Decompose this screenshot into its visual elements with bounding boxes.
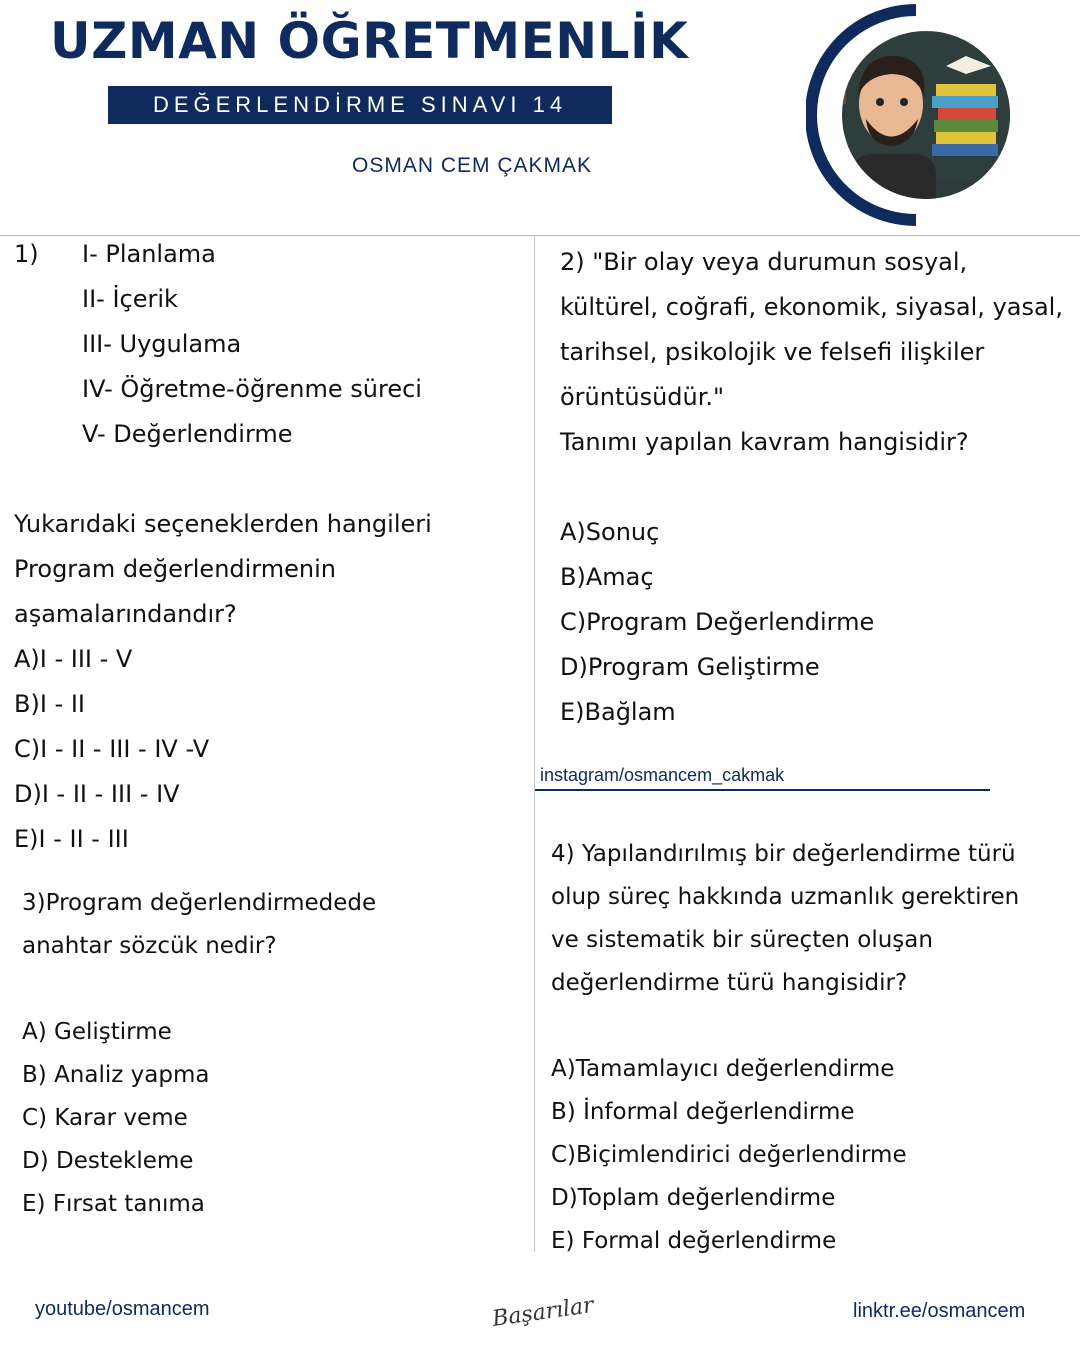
q2-option-d: D)Program Geliştirme [560,653,820,681]
q2-option-c: C)Program Değerlendirme [560,608,875,636]
q2-option-e: E)Bağlam [560,698,676,726]
q4-question-line: ve sistematik bir süreçten oluşan [551,927,933,953]
q2-question-line: kültürel, coğrafi, ekonomik, siyasal, yasal, [560,293,1063,321]
q1-question-line: aşamalarındandır? [14,600,237,628]
q4-option-d: D)Toplam değerlendirme [551,1185,836,1211]
q2-option-b: B)Amaç [560,563,654,591]
q1-option-a: A)I - III - V [14,645,133,673]
signature: Başarılar [490,1293,596,1332]
q3-option-b: B) Analiz yapma [22,1062,210,1088]
q1-option-b: B)I - II [14,690,85,718]
q3-option-d: D) Destekleme [22,1148,194,1174]
q2-question-line: tarihsel, psikolojik ve felsefi ilişkiler [560,338,985,366]
q1-number: 1) [14,240,39,268]
q3-option-c: C) Karar veme [22,1105,188,1131]
q4-option-e: E) Formal değerlendirme [551,1228,837,1254]
q4-body [551,833,1019,1005]
q4-option-a: A)Tamamlayıcı değerlendirme [551,1056,895,1082]
linktree-link[interactable]: linktr.ee/osmancem [853,1300,1026,1322]
q2-body [560,240,1063,465]
q1-body [14,502,432,862]
instagram-link[interactable]: instagram/osmancem_cakmak [540,765,785,785]
avatar-illustration [806,4,1026,226]
q1-option-d: D)I - II - III - IV [14,780,180,808]
q4-option-c: C)Biçimlendirici değerlendirme [551,1142,907,1168]
avatar [806,4,1026,226]
q1-option-c: C)I - II - III - IV -V [14,735,210,763]
q1-option-e: E)I - II - III [14,825,129,853]
q4-options [551,1048,907,1263]
q1-item: IV- Öğretme-öğrenme süreci [82,375,422,403]
author-name: OSMAN CEM ÇAKMAK [352,154,593,177]
subtitle-banner [108,86,612,124]
q4-option-b: B) İnformal değerlendirme [551,1099,855,1125]
page-title: UZMAN ÖĞRETMENLİK [50,12,689,70]
instagram-underline [535,789,990,791]
q1-items [82,232,422,457]
q1-item: II- İçerik [82,285,178,313]
q3-question-line: 3)Program değerlendirmedede [22,890,377,916]
subtitle: DEĞERLENDİRME SINAVI 14 [152,92,568,117]
q1-item: I- Planlama [82,240,216,268]
q3-option-a: A) Geliştirme [22,1019,172,1045]
q2-option-a: A)Sonuç [560,518,660,546]
q1-item: III- Uygulama [82,330,242,358]
q1-question-line: Yukarıdaki seçeneklerden hangileri [14,510,432,538]
q3-question-line: anahtar sözcük nedir? [22,933,277,959]
q3-options [22,1011,209,1226]
q2-question-line: Tanımı yapılan kavram hangisidir? [560,428,969,456]
q2-question-line: 2) "Bir olay veya durumun sosyal, [560,248,968,276]
q4-question-line: değerlendirme türü hangisidir? [551,970,908,996]
column-divider [534,236,535,1252]
q3-option-e: E) Fırsat tanıma [22,1191,205,1217]
q2-options [560,510,874,735]
q3-body [22,882,376,968]
q4-question-line: olup süreç hakkında uzmanlık gerektiren [551,884,1020,910]
q1-question-line: Program değerlendirmenin [14,555,336,583]
q2-question-line: örüntüsüdür." [560,383,725,411]
q1-item: V- Değerlendirme [82,420,293,448]
q4-question-line: 4) Yapılandırılmış bir değerlendirme türü [551,841,1016,867]
youtube-link[interactable]: youtube/osmancem [35,1298,210,1320]
